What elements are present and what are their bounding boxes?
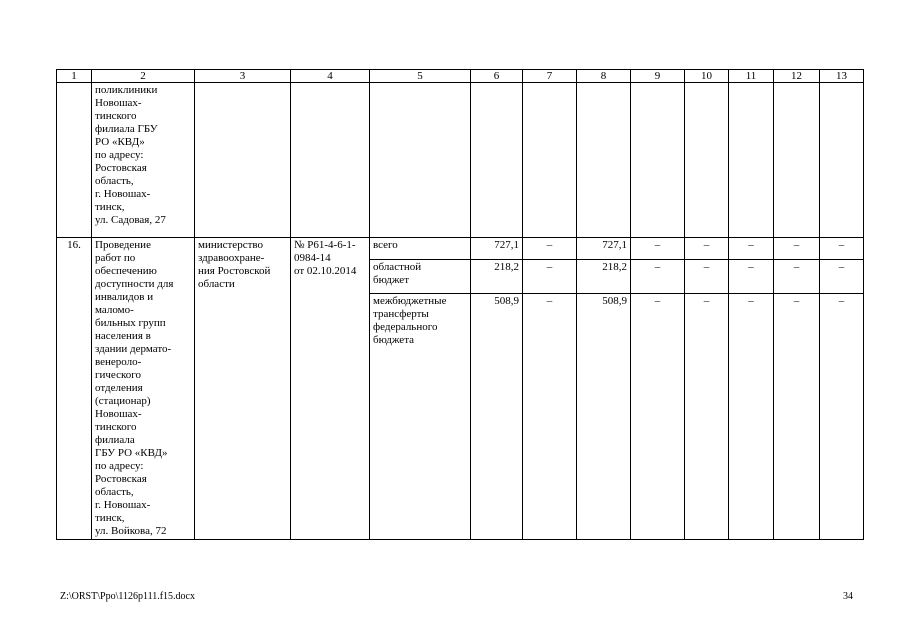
value-col7: – [523, 260, 577, 294]
value-col7: – [523, 294, 577, 540]
value-col6: 508,9 [471, 294, 523, 540]
value-col11: – [729, 238, 774, 260]
measure-name-cell: Проведение работ по обеспечению доступности для инвалидов и маломо- бильных групп населения в здании дермато- венероло- гического отделения (стационар) Новошах- тинского филиала ГБУ РО «КВД» по адресу: Ростовская область, г. Новошах- тинск, ул. Войкова, 72 [92, 238, 195, 540]
continued-name-cell: поликлиники Новошах- тинского филиала ГБУ РО «КВД» по адресу: Ростовская область, г. Новошах- тинск, ул. Садовая, 27 [92, 83, 195, 238]
col-header-12: 12 [774, 70, 820, 83]
value-col11: – [729, 294, 774, 540]
financing-table [56, 69, 864, 540]
cell-empty [820, 83, 864, 238]
col-header-10: 10 [685, 70, 729, 83]
value-col10: – [685, 260, 729, 294]
cell-empty [195, 83, 291, 238]
value-col10: – [685, 238, 729, 260]
col-header-3: 3 [195, 70, 291, 83]
col-header-9: 9 [631, 70, 685, 83]
col-header-4: 4 [291, 70, 370, 83]
footer-file-path: Z:\ORST\Ppo\1126p111.f15.docx [60, 591, 195, 602]
col-header-7: 7 [523, 70, 577, 83]
page-number: 34 [843, 591, 853, 602]
value-col13: – [820, 260, 864, 294]
value-col6: 218,2 [471, 260, 523, 294]
value-col10: – [685, 294, 729, 540]
value-col8: 218,2 [577, 260, 631, 294]
value-col8: 508,9 [577, 294, 631, 540]
row-number: 16. [57, 238, 92, 540]
value-col9: – [631, 294, 685, 540]
col-header-5: 5 [370, 70, 471, 83]
value-col13: – [820, 238, 864, 260]
cell-empty [57, 83, 92, 238]
value-col6: 727,1 [471, 238, 523, 260]
value-col11: – [729, 260, 774, 294]
col-header-11: 11 [729, 70, 774, 83]
cell-empty [774, 83, 820, 238]
value-col12: – [774, 294, 820, 540]
value-col13: – [820, 294, 864, 540]
cell-empty [291, 83, 370, 238]
col-header-13: 13 [820, 70, 864, 83]
cell-empty [471, 83, 523, 238]
value-col9: – [631, 238, 685, 260]
table-row-continued [57, 83, 864, 238]
value-col8: 727,1 [577, 238, 631, 260]
cell-empty [729, 83, 774, 238]
value-col12: – [774, 238, 820, 260]
cell-empty [370, 83, 471, 238]
cell-empty [577, 83, 631, 238]
cell-empty [631, 83, 685, 238]
cell-empty [523, 83, 577, 238]
source-label: межбюджетные трансферты федерального бюджета [370, 294, 471, 540]
source-label: всего [370, 238, 471, 260]
executor-cell: министерство здравоохране- ния Ростовской области [195, 238, 291, 540]
value-col7: – [523, 238, 577, 260]
value-col9: – [631, 260, 685, 294]
source-label: областной бюджет [370, 260, 471, 294]
table-row-16-total [57, 238, 864, 260]
value-col12: – [774, 260, 820, 294]
col-header-2: 2 [92, 70, 195, 83]
column-number-row [57, 70, 864, 83]
col-header-8: 8 [577, 70, 631, 83]
cell-empty [685, 83, 729, 238]
col-header-6: 6 [471, 70, 523, 83]
col-header-1: 1 [57, 70, 92, 83]
document-cell: № Р61-4-6-1- 0984-14 от 02.10.2014 [291, 238, 370, 540]
